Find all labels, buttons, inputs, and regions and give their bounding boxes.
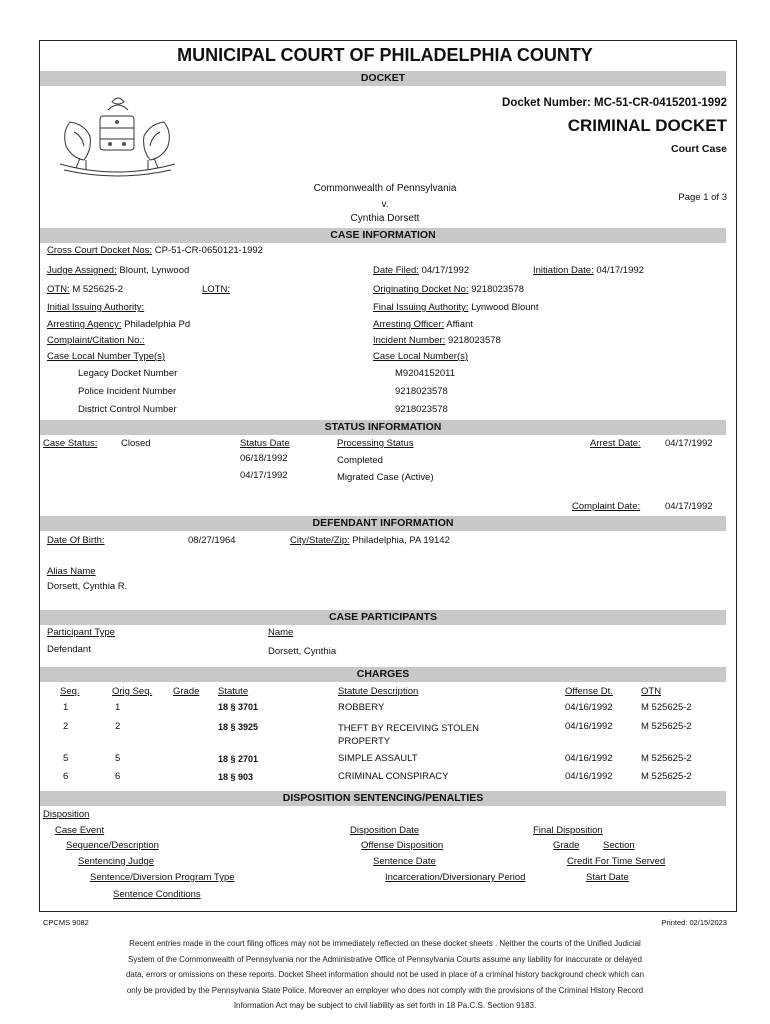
- final-disposition-label: Final Disposition: [533, 825, 603, 836]
- court-title: MUNICIPAL COURT OF PHILADELPHIA COUNTY: [177, 45, 593, 65]
- arresting-agency-row: Arresting Agency: Philadelphia Pd: [47, 319, 191, 330]
- judge-row: Judge Assigned: Blount, Lynwood: [47, 265, 190, 276]
- charges-header-seq: Seq.: [60, 686, 80, 697]
- charges-header-offense: Offense Dt.: [565, 686, 613, 697]
- processing-status-2: Migrated Case (Active): [337, 472, 434, 483]
- charge-2-offense: 04/16/1992: [565, 721, 613, 732]
- seq-desc-label: Sequence/Description: [66, 840, 159, 851]
- charge-4-otn: M 525625-2: [641, 771, 692, 782]
- orig-docket-row: Originating Docket No: 9218023578: [373, 284, 525, 295]
- otn-row: OTN: M 525625-2: [47, 284, 124, 295]
- status-date-1: 06/18/1992: [240, 453, 288, 464]
- complaint-date-label: Complaint Date:: [572, 501, 641, 512]
- case-status-value: Closed: [121, 438, 151, 449]
- participant-type-value: Defendant: [47, 644, 91, 655]
- sentencing-judge-label: Sentencing Judge: [78, 856, 155, 867]
- case-kind: Court Case: [670, 143, 727, 155]
- charge-3-seq: 5: [63, 753, 69, 764]
- local-type-3: District Control Number: [78, 404, 177, 415]
- charge-4-seq: 6: [63, 771, 69, 782]
- local-type-label: Case Local Number Type(s): [47, 351, 166, 362]
- local-number-label: Case Local Number(s): [373, 351, 469, 362]
- processing-label: Processing Status: [337, 438, 414, 449]
- disclaimer: [85, 936, 685, 1014]
- charge-1-statute: 18 § 3701: [218, 702, 259, 712]
- local-number-3: 9218023578: [395, 404, 448, 415]
- initial-auth-label: Initial Issuing Authority:: [47, 302, 145, 313]
- charge-4-statute: 18 § 903: [218, 772, 254, 782]
- alias-value: Dorsett, Cynthia R.: [47, 581, 128, 592]
- caption-plaintiff: Commonwealth of Pennsylvania: [313, 183, 457, 194]
- page-info: Page 1 of 3: [678, 192, 727, 203]
- charge-2-orig: 2: [115, 721, 121, 732]
- case-status-label: Case Status:: [43, 438, 98, 449]
- charges-header-statute: Statute: [218, 686, 249, 697]
- charge-4-desc: CRIMINAL CONSPIRACY: [338, 771, 449, 782]
- arrest-date-value: 04/17/1992: [665, 438, 713, 449]
- disclaimer-line: System of the Commonwealth of Pennsylvania nor the Administrative Office of Pennsylvania Courts assume any liability for inaccurate or delayed: [128, 954, 642, 964]
- status-date-2: 04/17/1992: [240, 470, 288, 481]
- local-number-2: 9218023578: [395, 386, 448, 397]
- charge-3-otn: M 525625-2: [641, 753, 692, 764]
- status-date-label: Status Date: [240, 438, 290, 449]
- section-label: Section: [603, 840, 635, 851]
- local-number-1: M9204152011: [395, 368, 456, 379]
- arresting-officer-row: Arresting Officer: Affiant: [373, 319, 473, 330]
- participant-type-label: Participant Type: [47, 627, 115, 638]
- charge-1-offense: 04/16/1992: [565, 702, 613, 713]
- offense-disposition-label: Offense Disposition: [361, 840, 444, 851]
- charges-header-otn: OTN: [641, 686, 662, 697]
- complaint-label: Complaint/Citation No.:: [47, 335, 145, 346]
- case-info-bar: CASE INFORMATION: [40, 228, 726, 243]
- caption-defendant: Cynthia Dorsett: [350, 213, 420, 224]
- initiation-row: Initiation Date: 04/17/1992: [533, 265, 644, 276]
- docket-number: Docket Number: MC-51-CR-0415201-1992: [502, 97, 727, 109]
- charge-3-orig: 5: [115, 753, 121, 764]
- status-info-bar: STATUS INFORMATION: [40, 420, 726, 435]
- charge-4-orig: 6: [115, 771, 121, 782]
- form-id: CPCMS 9082: [43, 918, 89, 927]
- dob-label: Date Of Birth:: [47, 535, 105, 546]
- local-type-1: Legacy Docket Number: [78, 368, 178, 379]
- arrest-date-label: Arrest Date:: [590, 438, 641, 449]
- participant-name-value: Dorsett, Cynthia: [268, 646, 337, 657]
- credit-label: Credit For Time Served: [567, 856, 666, 867]
- caption-versus: v.: [381, 199, 389, 210]
- charge-1-otn: M 525625-2: [641, 702, 692, 713]
- start-date-label: Start Date: [586, 872, 629, 883]
- disposition-label: Disposition: [43, 809, 90, 820]
- charges-bar: CHARGES: [40, 667, 726, 682]
- case-event-label: Case Event: [55, 825, 105, 836]
- charge-2-desc-cont: PROPERTY: [338, 736, 391, 747]
- charge-4-offense: 04/16/1992: [565, 771, 613, 782]
- grade-label: Grade: [553, 840, 580, 851]
- defendant-info-bar: DEFENDANT INFORMATION: [40, 516, 726, 531]
- charges-header-orig: Orig Seq.: [112, 686, 153, 697]
- disposition-bar: DISPOSITION SENTENCING/PENALTIES: [40, 791, 726, 806]
- date-filed-row: Date Filed: 04/17/1992: [373, 265, 470, 276]
- charge-1-desc: ROBBERY: [338, 702, 385, 713]
- docket-bar: DOCKET: [40, 71, 726, 86]
- charges-header-grade: Grade: [173, 686, 200, 697]
- charge-3-desc: SIMPLE ASSAULT: [338, 753, 418, 764]
- disclaimer-line: Information Act may be subject to civil liability as set forth in 18 Pa.C.S. Section 9183.: [233, 1001, 537, 1010]
- dob-value: 08/27/1964: [188, 535, 236, 546]
- processing-status-1: Completed: [337, 455, 383, 466]
- charge-2-otn: M 525625-2: [641, 721, 692, 732]
- charge-2-seq: 2: [63, 721, 69, 732]
- charge-1-seq: 1: [63, 702, 69, 713]
- charge-3-offense: 04/16/1992: [565, 753, 613, 764]
- sentence-conditions-label: Sentence Conditions: [113, 889, 201, 900]
- charge-2-statute: 18 § 3925: [218, 722, 259, 732]
- csz-row: City/State/Zip: Philadelphia, PA 19142: [290, 535, 450, 546]
- lotn-label: LOTN:: [202, 284, 230, 295]
- printed-date: Printed: 02/15/2023: [661, 918, 727, 927]
- charge-3-statute: 18 § 2701: [218, 754, 259, 764]
- charges-header-desc: Statute Description: [338, 686, 419, 697]
- participant-name-label: Name: [268, 627, 294, 638]
- disclaimer-line: Recent entries made in the court filing offices may not be immediately reflected on these docket sheets . Neither the courts of the Unified Judicial: [129, 939, 641, 948]
- charge-2-desc: THEFT BY RECEIVING STOLEN: [338, 723, 479, 734]
- charge-1-orig: 1: [115, 702, 121, 713]
- incident-row: Incident Number: 9218023578: [373, 335, 501, 346]
- cross-court-row: Cross Court Docket Nos: CP-51-CR-0650121-1992: [47, 245, 263, 256]
- complaint-date-value: 04/17/1992: [665, 501, 713, 512]
- program-type-label: Sentence/Diversion Program Type: [90, 872, 235, 883]
- local-type-2: Police Incident Number: [78, 386, 177, 397]
- docket-type: CRIMINAL DOCKET: [567, 116, 727, 135]
- alias-label: Alias Name: [47, 566, 96, 577]
- incarceration-label: Incarceration/Diversionary Period: [385, 872, 526, 883]
- final-auth-row: Final Issuing Authority: Lynwood Blount: [373, 302, 539, 313]
- sentence-date-label: Sentence Date: [373, 856, 436, 867]
- disclaimer-line: only be provided by the Pennsylvania State Police. Moreover an employer who does not comply with the provisions of the Criminal History Record: [126, 985, 644, 995]
- disclaimer-line: data, errors or omissions on these reports. Docket Sheet information should not be used in place of a criminal history background check which can: [125, 970, 645, 979]
- disposition-date-label: Disposition Date: [350, 825, 420, 836]
- pennsylvania-seal-icon: [50, 92, 185, 177]
- participants-bar: CASE PARTICIPANTS: [40, 610, 726, 625]
